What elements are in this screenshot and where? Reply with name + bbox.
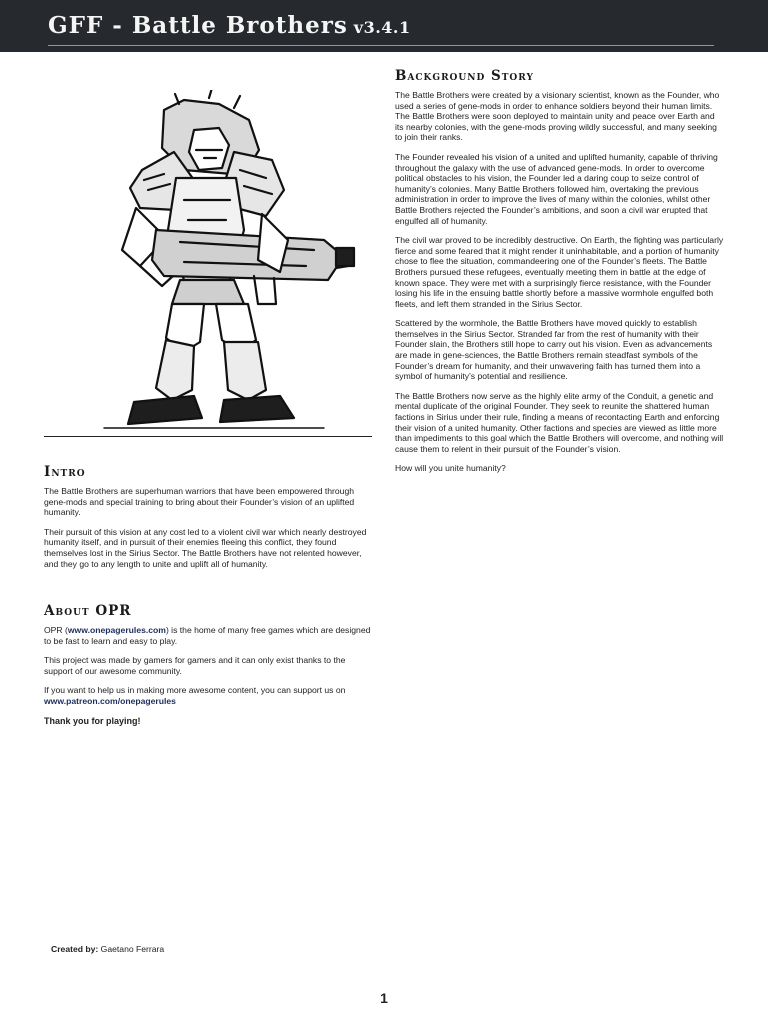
background-closing-question: How will you unite humanity? bbox=[395, 463, 506, 474]
credit-line bbox=[51, 944, 164, 954]
background-paragraph: The Battle Brothers were created by a visionary scientist, known as the Founder, who used a series of gene-mods in order to enhance soldiers beyond their human limits. The Battle Brothers were soon deployed to maintain unity and peace over Earth and its nearby colonies, with the gene-mods proving wildly successful, and many seeking to join their ranks. bbox=[395, 90, 720, 143]
header-divider bbox=[48, 45, 714, 46]
about-text: If you want to help us in making more awesome content, you can support us on bbox=[44, 685, 346, 696]
intro-paragraph: Their pursuit of this vision at any cost led to a violent civil war which nearly destroyed humanity itself, and in pursuit of their enemies fleeing this conflict, they found themselves lost in the Sirius Sector. The Battle Brothers have not relented however, and they go to any length to unite and uplift all of humanity. bbox=[44, 526, 367, 569]
illustration-base-line bbox=[44, 436, 372, 437]
background-paragraph: The Founder revealed his vision of a united and uplifted humanity, capable of thriving throughout the galaxy with the use of advanced gene-mods. In order to overcome political obstacles to his vision, the Founder led a daring coup to seize control of humanity’s colonies. Many Battle Brothers followed him, overtaking the previous administration in order to improve the lives of many within the colonies, whilst other Battle Brothers rejected the Founder’s ambitions, and soon a civil war erupted that engulfed all of humanity. bbox=[395, 151, 718, 226]
about-text: ) is the home of many free games which are designed to be fast to learn and easy to play. bbox=[44, 625, 371, 646]
battle-brother-illustration bbox=[44, 90, 372, 436]
page-number: 1 bbox=[380, 990, 388, 1006]
intro-section bbox=[44, 464, 372, 578]
intro-heading: Intro bbox=[44, 464, 86, 480]
patreon-link[interactable]: www.patreon.com/onepagerules bbox=[44, 695, 176, 706]
about-text: OPR ( bbox=[44, 625, 68, 635]
background-paragraph: The Battle Brothers now serve as the highly elite army of the Conduit, a genetic and mental duplicate of the original Founder. They seek to reunite the shattered human factions in Sirius under their rule, finding a means of recontacting Earth and enforcing their vision of a united humanity. Other factions and species are viewed as little more than impediments to this goal which the Battle Brothers will overcome, and nothing will cause them to relent in their pursuit of the Founder’s vision. bbox=[395, 390, 724, 454]
background-paragraph: The civil war proved to be incredibly destructive. On Earth, the fighting was particularly fierce and some feared that it might render it uninhabitable, and a portion of humanity chose to flee the situation, commandeering one of the Founder’s fleets. The Battle Brothers pursued these refugees, eventually meeting them in battle at the edge of known space. They were met with a surprisingly fierce resistance, with the Founder losing his life in the ensuing battle shortly before a massive wormhole engulfed both fleets, and left them stranded in the Sirius Sector. bbox=[395, 235, 724, 309]
about-paragraph-3 bbox=[44, 685, 372, 706]
page-title bbox=[48, 12, 411, 39]
intro-paragraph: The Battle Brothers are superhuman warriors that have been empowered through gene-mods and special training to bring about their Founder’s vision of an uplifted humanity. bbox=[44, 486, 355, 518]
credit-label: Created by: bbox=[51, 944, 99, 954]
about-paragraph-1 bbox=[44, 625, 372, 646]
version-label: v3.4.1 bbox=[353, 18, 411, 37]
about-heading: About OPR bbox=[44, 603, 132, 619]
about-section bbox=[44, 603, 372, 735]
background-paragraph: Scattered by the wormhole, the Battle Brothers have moved quickly to establish themselves in the Sirius Sector. Stranded far from the rest of humanity with their Founder slain, the Brothers still hope to carry out his vision. Even as advancements are made in gene-sciences, the Battle Brothers remain steadfast symbols of the Founder’s dream for humanity, and their unwavering faith has turned them into a symbol of humanity’s potential and resilience. bbox=[395, 318, 713, 382]
thanks-text: Thank you for playing! bbox=[44, 715, 141, 726]
onepagerules-link[interactable]: www.onepagerules.com bbox=[67, 625, 166, 635]
background-section bbox=[395, 68, 725, 483]
background-heading: Background Story bbox=[395, 68, 534, 84]
credit-name: Gaetano Ferrara bbox=[100, 944, 165, 954]
about-paragraph-2: This project was made by gamers for gamers and it can only exist thanks to the support of our awesome community. bbox=[44, 655, 346, 676]
page-header bbox=[0, 0, 768, 52]
title-text: GFF - Battle Brothers bbox=[48, 12, 348, 39]
